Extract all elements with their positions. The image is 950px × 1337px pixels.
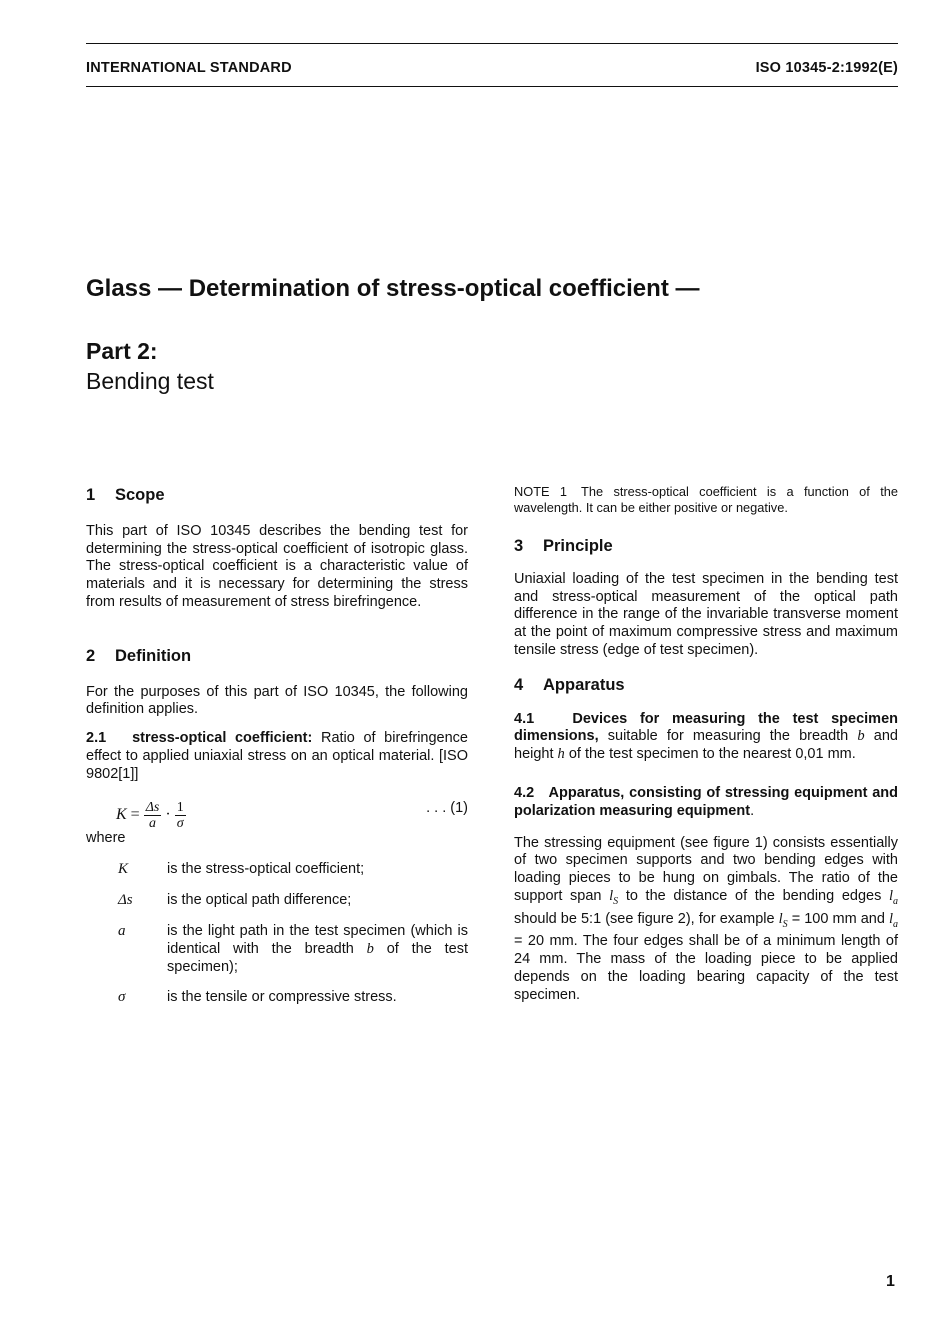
principle-title: Principle: [543, 537, 613, 555]
principle-heading: [514, 538, 898, 556]
right-column: [514, 484, 898, 1005]
note-text: The stress-optical coefficient is a function of the wavelength. It can be either positive or negative.: [514, 484, 898, 515]
symbol-la: [888, 910, 898, 930]
scope-heading: [86, 487, 468, 505]
symbol-ls: [778, 910, 788, 930]
header-right: ISO 10345-2:1992(E): [755, 60, 898, 76]
fraction-one-over-sigma: [175, 800, 186, 831]
apparatus-4-1: [514, 711, 898, 764]
item-end: .: [750, 802, 755, 819]
fraction-denominator: σ: [176, 815, 184, 831]
formula-1: K = $\frac{\Delta s}{a}$ · $\frac{1}{\sigma}$ . . . (1): [116, 799, 468, 831]
fraction-numerator: Δs: [145, 799, 160, 815]
symbol-description: is the optical path difference;: [167, 892, 352, 909]
header-left: INTERNATIONAL STANDARD: [86, 60, 292, 76]
item-bold-text: Devices for measuring the test specimen dimensions,: [514, 710, 898, 745]
para-text: to the distance of the bending edges: [625, 887, 882, 904]
symbol-description: is the tensile or compressive stress.: [167, 989, 397, 1006]
fraction-numerator: 1: [176, 799, 184, 815]
definition-term: stress-optical coefficient:: [132, 730, 313, 747]
stressing-equipment-text: [514, 835, 898, 1005]
symbol-b: b: [857, 728, 865, 745]
fraction-denominator: a: [149, 815, 157, 831]
para-text: should be 5:1 (see figure 2), for example: [514, 910, 775, 927]
subscript: a: [893, 895, 899, 907]
header-bottom-rule: [86, 86, 898, 87]
item-text: and height: [514, 728, 898, 763]
apparatus-heading: [514, 677, 898, 695]
principle-text: Uniaxial loading of the test specimen in the bending test and stress-optical measurement of the optical path difference in the range of the invariable transverse moment at the point of maximum compressive stress and maximum tensile stress (edge of test specimen).: [514, 570, 898, 658]
subscript: S: [782, 918, 788, 930]
page-number: 1: [886, 1273, 895, 1290]
formula-lhs: K: [116, 805, 127, 823]
definition-intro: For the purposes of this part of ISO 10345, the following definition applies.: [86, 683, 468, 718]
part-label: Part 2:: [86, 338, 158, 364]
item-text: of the test specimen to the nearest 0,01 mm.: [568, 746, 856, 763]
definition-item-number: 2.1: [86, 730, 107, 747]
fraction-delta-s-over-a: [144, 800, 162, 831]
para-text: = 20 mm. The four edges shall be of a minimum length of 24 mm. The mass of the loading piece to be applied depends on the loading bearing capacity of the test specimen.: [514, 933, 898, 1003]
symbol-description: is the stress-optical coefficient;: [167, 861, 365, 878]
subscript: a: [893, 918, 898, 930]
symbol-h: h: [557, 746, 565, 763]
symbol-description: is the light path in the test specimen (which is identical with the breadth b of the test specimen);: [167, 923, 468, 975]
item-text: suitable for measuring the breadth: [607, 728, 849, 745]
scope-text: This part of ISO 10345 describes the bending test for determining the stress-optical coefficient of isotropic glass. The stress-optical coefficient is a characteristic value of materials and it is necessary for determining the stress from results of measurement of stress birefringence.: [86, 522, 468, 610]
where-label: where: [86, 829, 126, 846]
note-label: NOTE 1: [514, 484, 568, 499]
scope-title: Scope: [115, 486, 165, 504]
symbol-l: l: [888, 910, 893, 927]
symbol: Δs: [118, 892, 133, 909]
item-bold-text: Apparatus, consisting of stressing equipment and polarization measuring equipment: [514, 784, 898, 819]
definition-2-1: [86, 730, 468, 783]
left-column: [86, 487, 468, 1031]
symbol-la: [888, 887, 899, 907]
para-text: The stressing equipment (see figure 1) consists essentially of two specimen supports and two bending edges with loading pieces to be hung on gimbals. The ratio of the support span: [514, 834, 898, 904]
item-number: 4.2: [514, 784, 535, 801]
equation-number: . . . (1): [426, 799, 468, 816]
definition-title: Definition: [115, 646, 192, 665]
symbol: a: [118, 923, 126, 940]
definition-term-text: Ratio of birefringence effect to applied uniaxial stress on an optical material. [ISO 9802[1]]: [86, 730, 468, 782]
para-text: = 100 mm and: [791, 910, 885, 927]
subscript: S: [613, 895, 619, 907]
part-title: Bending test: [86, 368, 214, 394]
note-1: [514, 484, 898, 516]
symbol-list: [86, 861, 468, 1031]
symbol: K: [118, 861, 129, 878]
header-top-rule: [86, 43, 898, 44]
symbol-l: l: [609, 887, 614, 904]
symbol: σ: [118, 989, 126, 1006]
apparatus-title: Apparatus: [543, 675, 625, 694]
apparatus-4-2: [514, 785, 898, 821]
scope-number: 1: [86, 486, 96, 504]
principle-number: 3: [514, 537, 524, 555]
item-number: 4.1: [514, 710, 535, 727]
document-title: Glass — Determination of stress-optical coefficient —: [86, 275, 700, 302]
symbol-ls: [609, 887, 619, 907]
symbol-l: l: [888, 887, 894, 904]
symbol-l: l: [778, 910, 783, 927]
apparatus-number: 4: [514, 675, 524, 694]
definition-heading: [86, 648, 468, 666]
definition-number: 2: [86, 646, 96, 665]
